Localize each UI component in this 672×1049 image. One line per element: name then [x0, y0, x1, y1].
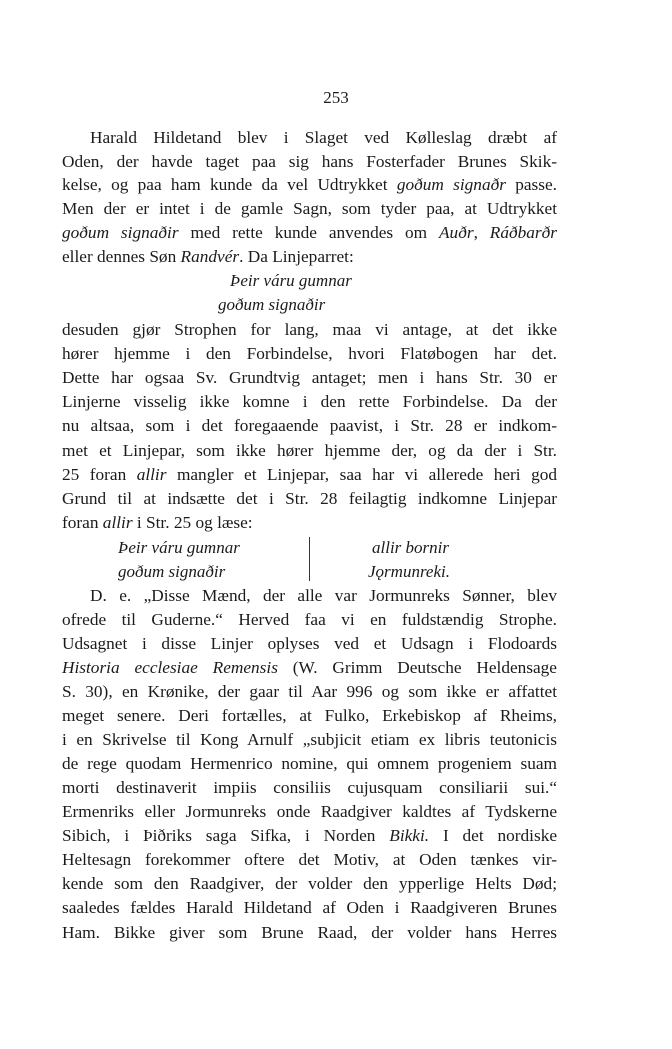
- text-line: eller dennes Søn Randvér. Da Linjeparret:: [62, 247, 354, 266]
- text-line: hører hjemme i den Forbindelse, hvori Flatøbogen har det.: [62, 344, 557, 363]
- text-line: saaledes fældes Harald Hildetand af Oden i Raadgiveren Brunes: [62, 898, 557, 917]
- text-line: Heltesagn forekommer oftere det Motiv, at Oden tænkes vir-: [62, 850, 557, 869]
- verse-line: goðum signaðir: [218, 295, 326, 314]
- text-line: Oden, der havde taget paa sig hans Fosterfader Brunes Skik-: [62, 152, 557, 171]
- text-line: meget senere. Deri fortælles, at Fulko, Erkebiskop af Rheims,: [62, 706, 557, 725]
- verse-line: Þeir váru gumnar: [230, 271, 352, 290]
- text-line: morti destinaverit impiis consiliis cujusquam consiliarii sui.“: [62, 778, 557, 797]
- text-line: Linjerne visselig ikke komne i den rette Forbindelse. Da der: [62, 392, 557, 411]
- text-line: Historia ecclesiae Remensis (W. Grimm Deutsche Heldensage: [62, 658, 557, 677]
- text-line: ofrede til Guderne.“ Herved faa vi en fuldstændig Strophe.: [62, 610, 557, 629]
- text-line: Grund til at indsætte det i Str. 28 feilagtig indkomne Linjepar: [62, 489, 557, 508]
- text-line: kende som den Raadgiver, der volder den ypperlige Helts Død;: [62, 874, 557, 893]
- text-line: Sibich, i Þiðriks saga Sifka, i Norden Bikki. I det nordiske: [62, 826, 558, 845]
- text-line: met et Linjepar, som ikke hører hjemme der, og da der i Str.: [62, 441, 557, 460]
- text-line: Men der er intet i de gamle Sagn, som tyder paa, at Udtrykket: [62, 199, 557, 218]
- text-line: goðum signaðir med rette kunde anvendes om Auðr, Ráðbarðr: [62, 223, 557, 242]
- text-line: Ermenriks eller Jormunreks onde Raadgiver kaldtes af Tydskerne: [62, 802, 557, 821]
- page-number: 253: [323, 88, 349, 107]
- text-line: D. e. „Disse Mænd, der alle var Jormunreks Sønner, blev: [90, 586, 557, 605]
- text-line: Harald Hildetand blev i Slaget ved Kølleslag dræbt af: [90, 128, 557, 147]
- verse-line: Þeir váru gumnar: [118, 538, 240, 557]
- text-line: desuden gjør Strophen for lang, maa vi antage, at det ikke: [62, 320, 557, 339]
- text-line: foran allir i Str. 25 og læse:: [62, 513, 253, 532]
- verse-divider: [309, 537, 310, 581]
- verse-line: goðum signaðir: [118, 562, 226, 581]
- text-line: S. 30), en Krønike, der gaar til Aar 996 og som ikke er affattet: [62, 682, 557, 701]
- text-line: Dette har ogsaa Sv. Grundtvig antaget; men i hans Str. 30 er: [62, 368, 557, 387]
- verse-line: allir bornir: [372, 538, 449, 557]
- text-line: nu altsaa, som i det foregaaende paavist, i Str. 28 er indkom-: [62, 416, 557, 435]
- text-line: i en Skrivelse til Kong Arnulf „subjicit etiam ex libris teutonicis: [62, 730, 557, 749]
- text-line: Ham. Bikke giver som Brune Raad, der volder hans Herres: [62, 923, 557, 942]
- text-line: 25 foran allir mangler et Linjepar, saa har vi allerede heri god: [62, 465, 557, 484]
- text-line: kelse, og paa ham kunde da vel Udtrykket goðum signaðr passe.: [62, 175, 557, 194]
- text-line: de rege quodam Hermenrico nomine, qui omnem progeniem suam: [62, 754, 557, 773]
- text-line: Udsagnet i disse Linjer oplyses ved et Udsagn i Flodoards: [62, 634, 557, 653]
- verse-line: Jǫrmunreki.: [368, 562, 450, 581]
